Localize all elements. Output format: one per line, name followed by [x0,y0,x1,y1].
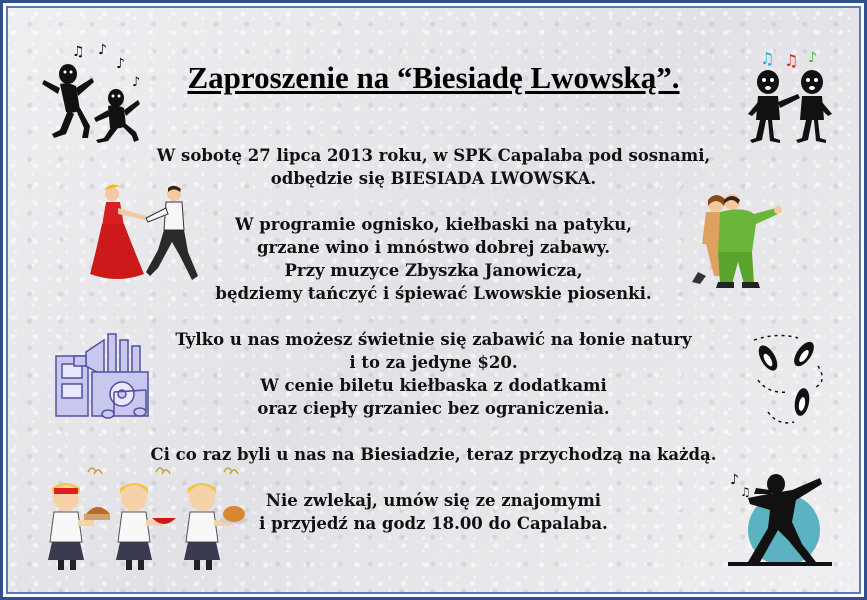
svg-text:♫: ♫ [760,49,775,68]
paragraph-date [148,144,719,190]
svg-text:♫: ♫ [72,44,85,60]
singer-silhouette-icon [726,466,834,568]
music-film-icon [52,332,156,422]
text-line: grzane wino i mnóstwo dobrej zabawy. [256,238,610,257]
text-line: odbędzie się BIESIADA LWOWSKA. [270,169,597,188]
svg-text:♪: ♪ [98,42,107,58]
paragraph-program [148,213,719,305]
text-line: Nie zwlekaj, umów się ze znajomymi [265,491,602,510]
singing-figures-icon [740,48,840,143]
text-line: Ci co raz byli u nas na Biesiadzie, teraz przychodzą na każdą. [150,445,717,464]
text-line: Tylko u nas możesz świetnie się zabawić na łonie natury [175,330,692,349]
text-line: oraz ciepły grzaniec bez ograniczenia. [257,399,610,418]
invitation-title: Zaproszenie na “Biesiadę Lwowską”. [187,60,680,95]
text-line: i to za jedyne $20. [349,353,518,372]
paragraph-returning [148,443,719,466]
hugging-couple-icon [688,192,788,292]
text-line: i przyjedź na godz 18.00 do Capalaba. [259,514,608,533]
paragraph-price [148,328,719,420]
svg-text:♪: ♪ [132,75,141,90]
ballroom-couple-icon [88,180,200,288]
svg-text:♪: ♪ [116,56,125,72]
svg-text:♪: ♪ [808,50,817,66]
waiters-serving-food-icon [44,464,254,574]
dancing-figures-icon [38,38,153,143]
svg-text:♫: ♫ [784,51,799,70]
text-line: W cenie biletu kiełbaska z dodatkami [260,376,607,395]
invitation-background [6,6,861,594]
text-line: Przy muzyce Zbyszka Janowicza, [284,261,583,280]
svg-text:♫: ♫ [740,485,751,499]
svg-text:♪: ♪ [730,472,739,488]
text-line: W programie ognisko, kiełbaski na patyku, [235,215,632,234]
text-line: będziemy tańczyć i śpiewać Lwowskie piosenki. [215,284,652,303]
text-line: W sobotę 27 lipca 2013 roku, w SPK Capalaba pod sosnami, [156,146,711,165]
dance-steps-icon [748,332,828,428]
